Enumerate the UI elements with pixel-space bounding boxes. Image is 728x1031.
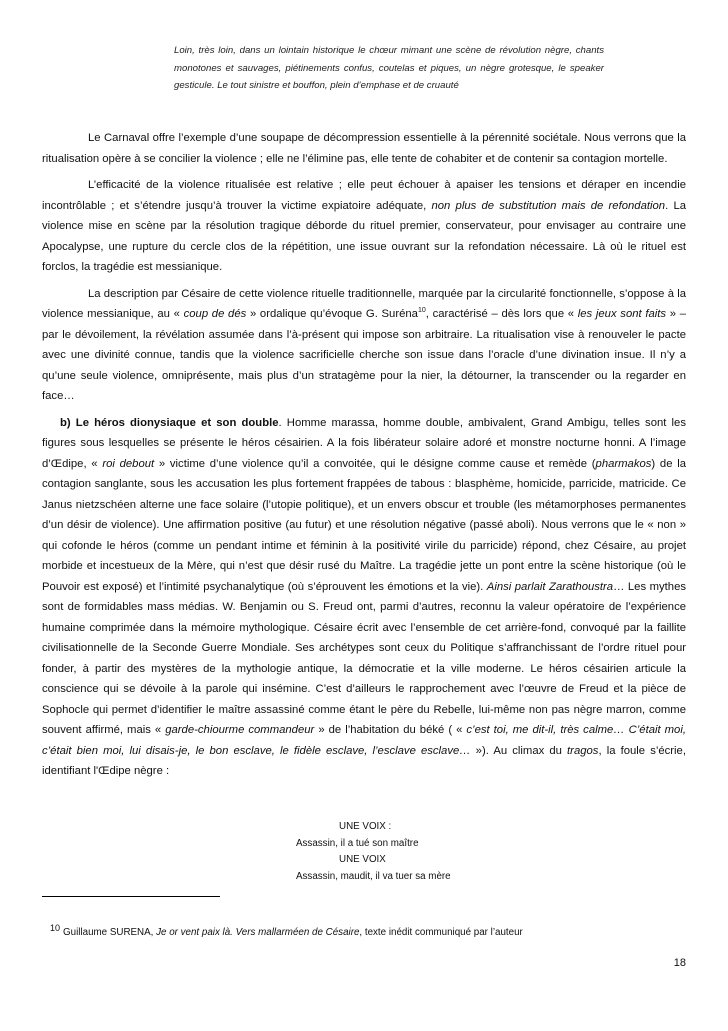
footnote-text: , texte inédit communiqué par l’auteur — [359, 927, 523, 938]
body-text — [42, 128, 686, 788]
emphasis-pharmakos: pharmakos — [595, 457, 652, 470]
paragraph-cesaire-description — [42, 284, 686, 407]
footnote-author: Guillaume SURENA, — [63, 927, 157, 938]
footnote-number: 10 — [50, 922, 61, 933]
text-span: . La violence mise en scène par la résolution tragique déborde du rituel premier, conservateur, pour envisager au contraire une Apocalypse, une rupture du cercle clos de la répétition, une issue ouvrant sur la refondation nécessaire. Là où le rituel est forclos, la tragédie est messianique. — [42, 199, 687, 273]
footnote-reference[interactable]: 10 — [417, 307, 426, 315]
text-span: , caractérisé – dès lors que « — [425, 308, 578, 320]
footnote-title: Je or vent paix là. Vers mallarméen de Césaire — [156, 927, 360, 938]
text-span: La description par Césaire de cette violence rituelle traditionnelle, marquée par la circularité fonctionnelle, s’oppose à la violence messianique, au « — [42, 287, 686, 320]
text-span: … Les mythes sont de formidables mass médias. W. Benjamin ou S. Freud ont, parmi d’autres, reconnu la valeur opératoire de l’expérience humaine comprimée dans la mémoire mythologique. Césaire écrit avec l’ensemble de cet arrière-fond, convoqué par la faillite civilisationnelle de la Seconde Guerre Mondiale. Ses archétypes sont ceux du Politique s’affranchissant de l’ordre rituel pour fonder, à partir des mystères de la mythologie antique, la démocratie et la ville moderne. Le héros césairien articule la conscience qui se dévoile à la parole qui insémine. C’est d’ailleurs le rapprochement avec l’œuvre de Freud et la pièce de Sophocle qui permet d’identifier le maître assassiné comme étant le père du Rebelle, lui-même non pas nègre marron, comme souvent affirmé, mais « — [42, 580, 687, 736]
emphasis-roi-debout: roi debout — [102, 457, 155, 470]
emphasis-zarathoustra: Ainsi parlait Zarathoustra — [486, 580, 614, 593]
text-span: » – par le dévoilement, la révélation assumée dans l’à-présent qui impose son arbitraire. La ritualisation vise à renouveler le pacte avec une divinité connue, tandis que la violence sacrificielle cherche son issue dans l’oracle d’une divination insue. Il n’y a qu’une seule violence, omniprésente, mais plus d’un stratagème pour la nier, la détourner, la transcender ou la regarder en face… — [42, 308, 686, 402]
text-span: ) de la contagion sanglante, sous les accusation les plus fortement frappées de tabous : blasphème, homicide, parricide, matricide. Ce Janus nietzschéen alterne une face solaire (l’utopie politique), et un envers obscur et trouble (les métamorphoses permanentes d’un désir de violence). Une affirmation positive (au futur) et une résolution négative (passé aboli). Nous verrons que le « non » qui cofonde le héros (comme un pendant intime et féminin à la positivité virile du parricide) répond, chez Césaire, au projet morbide et incestueux de la Mère, qui n’est que désir rusé du Maître. La tragédie jette un pont entre la scène historique (où le Pouvoir est exposé) et l’intimité psychanalytique (où s’éprouvent les émotions et la vie). — [42, 457, 686, 593]
paragraph-heros-dionysiaque — [42, 413, 686, 782]
emphasis-refondation: non plus de substitution mais de refondation — [431, 199, 666, 212]
text-span: . Homme marassa, homme double, ambivalent, Grand Ambigu, telles sont les figures sous lesquelles se présente le héros césairien. A la fois libérateur solaire adoré et monstre nocturne honni. A l’image d’Œdipe, « — [42, 416, 686, 470]
quote-speaker: UNE VOIX — [339, 854, 386, 865]
text-span: , la foule s’écrie, identifiant l'Œdipe nègre : — [42, 744, 686, 777]
emphasis-jeux-sont-faits: les jeux sont faits — [577, 308, 667, 320]
quote-block — [296, 819, 536, 885]
emphasis-quote-esclave: c’est toi, me dit-il, très calme… C’était moi, c’était bien moi, lui disais-je, le bon esclave, le fidèle esclave, l’esclave esclave… — [42, 724, 686, 757]
emphasis-tragos: tragos — [567, 744, 599, 757]
page-number: 18 — [673, 957, 686, 969]
text-span: » de l’habitation du béké ( « — [314, 724, 467, 736]
quote-line: Assassin, il a tué son maître — [296, 837, 419, 849]
emphasis-garde-chiourme: garde-chiourme commandeur — [165, 724, 315, 736]
text-span: » ordalique qu’évoque G. Suréna — [246, 308, 418, 320]
quote-speaker: UNE VOIX : — [339, 821, 392, 832]
text-span: » victime d’une violence qu’il a convoitée, qui le désigne comme cause et remède ( — [154, 457, 596, 470]
text-span: »). Au climax du — [470, 744, 568, 757]
paragraph-violence-ritualisee — [42, 175, 686, 278]
section-heading: b) Le héros dionysiaque et son double — [60, 416, 279, 429]
paragraph-carnaval: Le Carnaval offre l’exemple d’une soupape de décompression essentielle à la pérennité sociétale. Nous verrons que la ritualisation opère à se concilier la violence ; elle ne l’élimine pas, elle tente de cohabiter et de contenir sa contagion mortelle. — [42, 132, 686, 165]
footnote-divider — [42, 896, 220, 897]
quote-line: Assassin, maudit, il va tuer sa mère — [296, 870, 451, 882]
emphasis-coup-de-des: coup de dés — [183, 308, 247, 320]
footnote — [50, 922, 690, 940]
epigraph: Loin, très loin, dans un lointain historique le chœur mimant une scène de révolution nègre, chants monotones et sauvages, piétinements confus, coutelas et piques, un nègre grotesque, le speaker gesticule. Le tout sinistre et bouffon, plein d’emphase et de cruauté — [174, 45, 604, 91]
text-span: L’efficacité de la violence ritualisée est relative ; elle peut échouer à apaiser les tensions et déraper en incendie incontrôlable ; et s’étendre jusqu’à trouver la victime expiatoire adéquate, — [42, 179, 686, 212]
